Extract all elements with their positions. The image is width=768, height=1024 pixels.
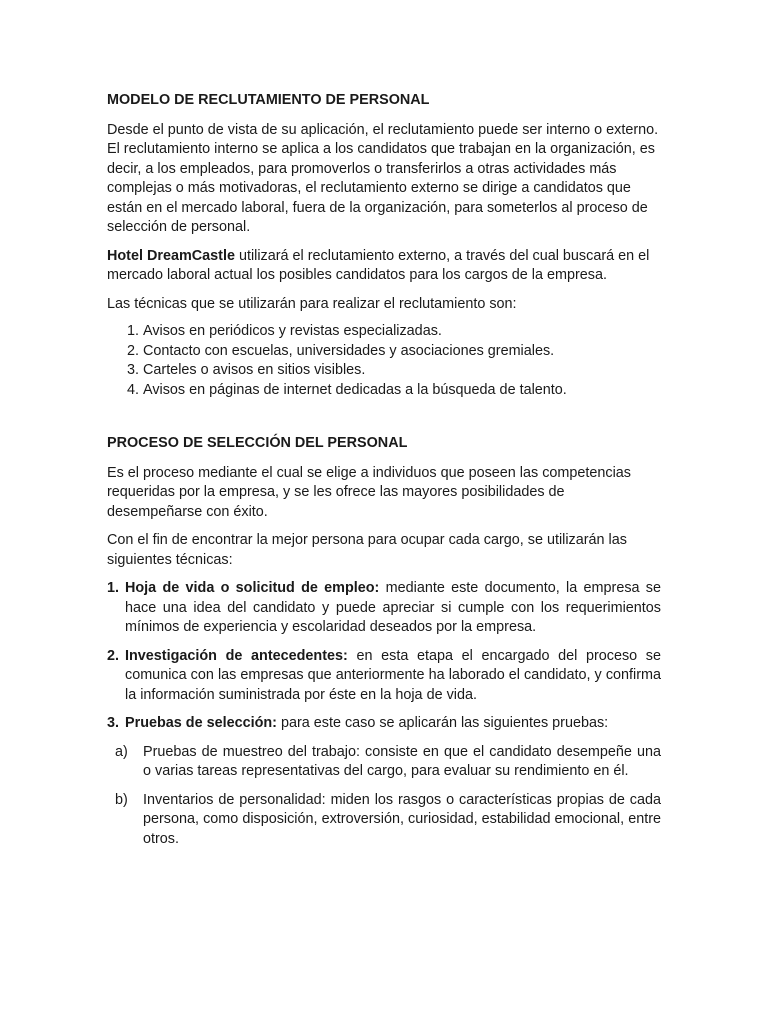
section-title-reclutamiento: MODELO DE RECLUTAMIENTO DE PERSONAL xyxy=(107,92,430,108)
section-title-seleccion: PROCESO DE SELECCIÓN DEL PERSONAL xyxy=(107,435,408,451)
section-spacer xyxy=(107,400,661,434)
item-body xyxy=(125,579,661,638)
techniques-list xyxy=(107,322,661,400)
item-number: 2. xyxy=(107,647,120,664)
paragraph-reclutamiento-definicion: Desde el punto de vista de su aplicación, el reclutamiento puede ser interno o externo. El reclutamiento interno se aplica a los candidatos que trabajan en la organización, es decir, a los empleados, para promoverlos o transferirlos a otras actividades más complejas o más motivadoras, el reclutamiento externo se dirige a candidatos que están en el mercado laboral, fuera de la organización, para someterlos al proceso de selección de personal. xyxy=(107,121,659,235)
test-letter: a) xyxy=(115,743,128,760)
item-number: 1. xyxy=(107,580,120,596)
document-page xyxy=(107,91,661,858)
item-body xyxy=(125,647,661,706)
paragraph-seleccion-tecnicas: Con el fin de encontrar la mejor persona para ocupar cada cargo, se utilizarán las siguientes técnicas: xyxy=(107,532,627,568)
paragraph-seleccion-definicion: Es el proceso mediante el cual se elige a individuos que poseen las competencias requeridas por la empresa, y se les ofrece las mayores posibilidades de desempeñarse con éxito. xyxy=(107,464,631,520)
test-letter: b) xyxy=(115,791,128,808)
selection-technique-item xyxy=(107,714,661,734)
test-item xyxy=(107,743,661,782)
item-text: mediante este documento, la empresa se hace una idea del candidato y puede apreciar si cumple con los requerimientos mínimos de experiencia y escolaridad deseados por la empresa. xyxy=(125,580,661,635)
selection-technique-item xyxy=(107,647,661,706)
paragraph-hotel-reclutamiento xyxy=(107,247,661,286)
test-text: Inventarios de personalidad: miden los rasgos o características propias de cada persona, como disposición, extroversión, curiosidad, estabilidad emocional, entre otros. xyxy=(143,791,661,847)
item-text: en esta etapa el encargado del proceso se comunica con las empresas que anteriormente ha laborado el candidato, y confirma la información suministrada por éste en la hoja de vida. xyxy=(125,647,662,703)
test-text: Pruebas de muestreo del trabajo: consiste en que el candidato desempeñe una o varias tareas representativas del cargo, para evaluar su rendimiento en él. xyxy=(143,743,661,779)
paragraph-hotel-text: utilizará el reclutamiento externo, a través del cual buscará en el mercado laboral actual los posibles candidatos para los cargos de la empresa. xyxy=(107,247,650,283)
item-number: 3. xyxy=(107,715,120,731)
list-item: 4. Avisos en páginas de internet dedicadas a la búsqueda de talento. xyxy=(143,381,661,401)
item-body xyxy=(125,714,661,734)
list-item: 3. Carteles o avisos en sitios visibles. xyxy=(143,361,661,381)
paragraph-tecnicas-intro: Las técnicas que se utilizarán para realizar el reclutamiento son: xyxy=(107,295,517,312)
test-item xyxy=(107,791,661,850)
item-text: para este caso se aplicarán las siguientes pruebas: xyxy=(276,715,609,731)
item-label: Pruebas de selección: xyxy=(125,715,277,731)
list-item: 2. Contacto con escuelas, universidades y asociaciones gremiales. xyxy=(143,342,661,362)
item-label: Investigación de antecedentes: xyxy=(125,647,348,664)
hotel-name: Hotel DreamCastle xyxy=(107,247,235,264)
item-label: Hoja de vida o solicitud de empleo: xyxy=(125,580,380,596)
selection-technique-item xyxy=(107,579,661,638)
list-item: 1. Avisos en periódicos y revistas especializadas. xyxy=(143,322,661,342)
